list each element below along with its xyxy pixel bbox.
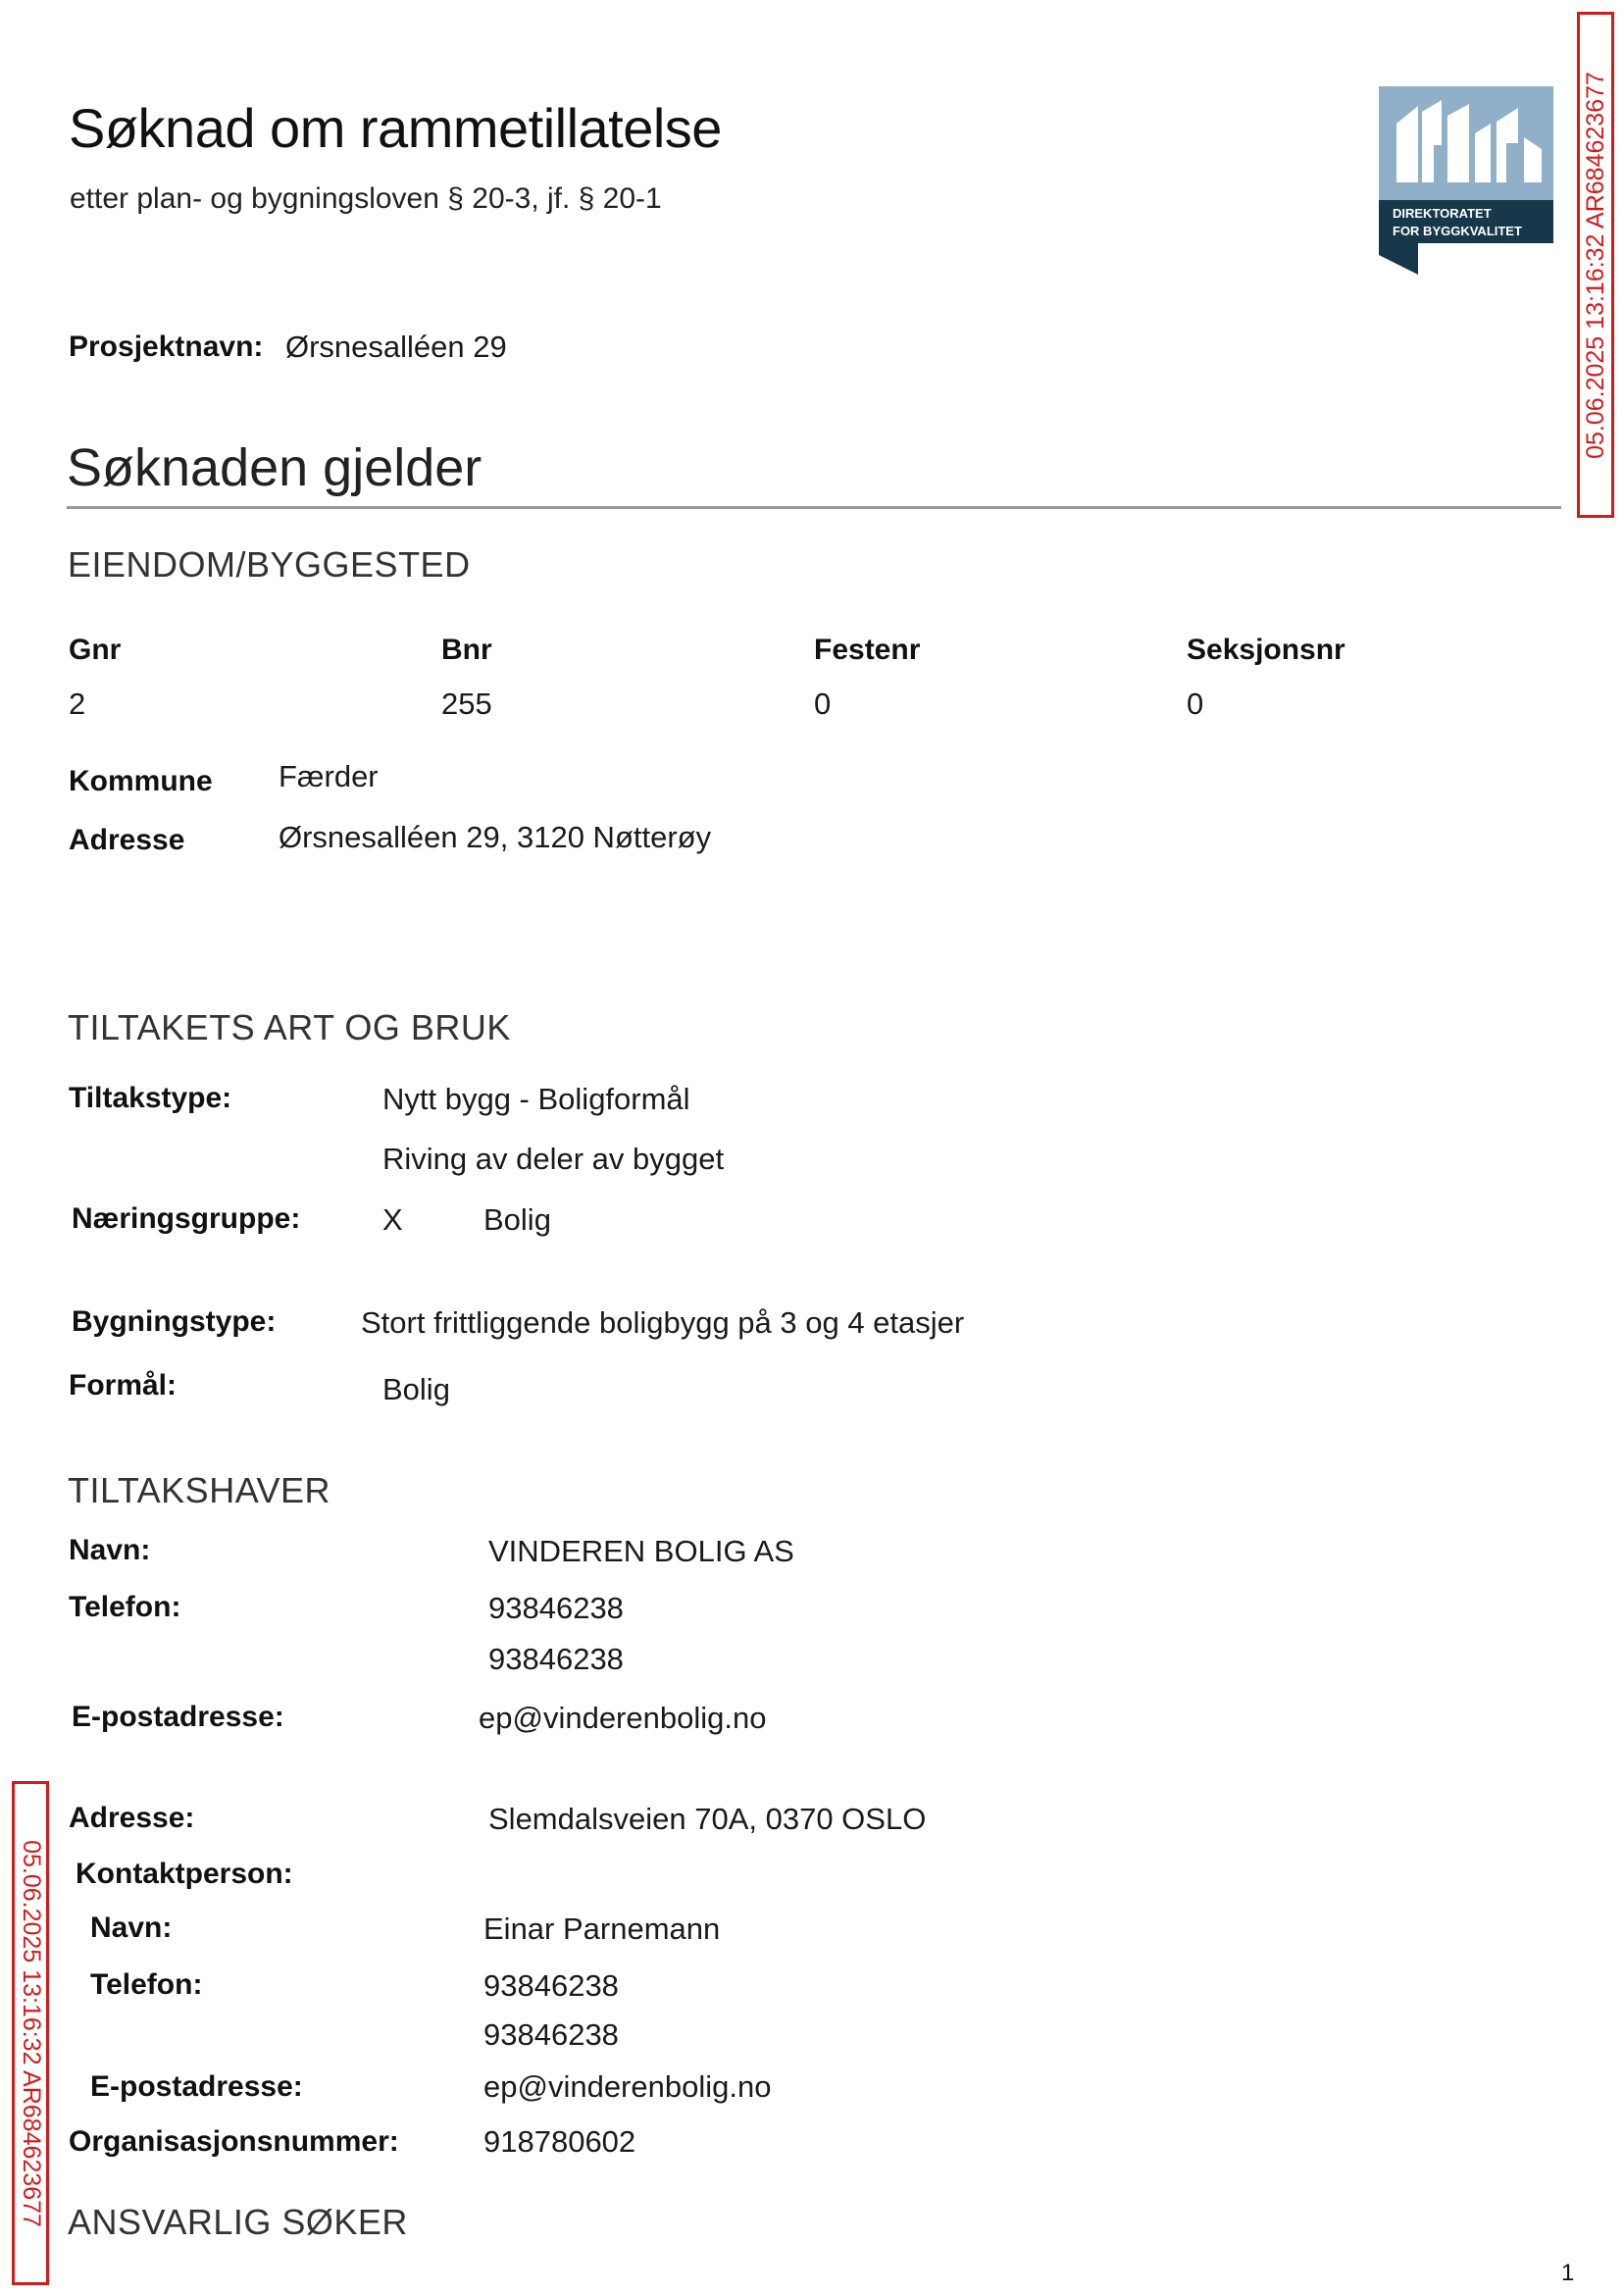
bnr-header: Bnr xyxy=(441,634,492,666)
contact-name-label: Navn: xyxy=(90,1912,173,1944)
bygningstype-label: Bygningstype: xyxy=(72,1305,277,1338)
timestamp-stamp-left xyxy=(12,1781,49,2285)
svg-text:DIREKTORATET: DIREKTORATET xyxy=(1393,206,1492,221)
naeringsgruppe-value: Bolig xyxy=(483,1202,551,1237)
section-title-owner: TILTAKSHAVER xyxy=(68,1470,331,1510)
owner-address-value: Slemdalsveien 70A, 0370 OSLO xyxy=(488,1802,927,1836)
page-number: 1 xyxy=(1561,2260,1575,2286)
orgnr-label: Organisasjonsnummer: xyxy=(69,2125,399,2158)
contact-person-label: Kontaktperson: xyxy=(76,1858,293,1890)
naeringsgruppe-code: X xyxy=(382,1202,403,1237)
contact-name-value: Einar Parnemann xyxy=(483,1912,721,1946)
gnr-value: 2 xyxy=(69,687,86,721)
timestamp-stamp-top xyxy=(1577,12,1614,518)
formal-value: Bolig xyxy=(382,1372,450,1406)
project-name-label: Prosjektnavn: xyxy=(69,331,264,363)
owner-address-label: Adresse: xyxy=(69,1802,195,1834)
section-title-measure: TILTAKETS ART OG BRUK xyxy=(68,1007,511,1047)
adresse-label: Adresse xyxy=(69,824,185,856)
contact-phone-label: Telefon: xyxy=(90,1968,203,2001)
document-subtitle: etter plan- og bygningsloven § 20-3, jf. § 20-1 xyxy=(70,182,662,215)
festenr-value: 0 xyxy=(814,687,832,721)
owner-phone-value-1: 93846238 xyxy=(488,1591,624,1625)
svg-text:FOR BYGGKVALITET: FOR BYGGKVALITET xyxy=(1393,224,1522,238)
adresse-value: Ørsnesalléen 29, 3120 Nøtterøy xyxy=(279,820,712,854)
owner-name-value: VINDEREN BOLIG AS xyxy=(488,1534,794,1568)
section-title-applicant: ANSVARLIG SØKER xyxy=(68,2202,408,2242)
naeringsgruppe-label: Næringsgruppe: xyxy=(72,1202,301,1235)
seksjonsnr-header: Seksjonsnr xyxy=(1187,634,1345,666)
owner-phone-value-2: 93846238 xyxy=(488,1642,624,1676)
tiltakstype-value-2: Riving av deler av bygget xyxy=(382,1142,725,1176)
building-logo-icon xyxy=(1379,86,1553,275)
owner-phone-label: Telefon: xyxy=(69,1591,181,1623)
tiltakstype-label: Tiltakstype: xyxy=(69,1082,232,1114)
dibk-logo xyxy=(1379,86,1553,275)
gnr-header: Gnr xyxy=(69,634,122,666)
contact-email-value: ep@vinderenbolig.no xyxy=(483,2069,772,2104)
owner-email-value: ep@vinderenbolig.no xyxy=(479,1701,767,1735)
contact-email-label: E-postadresse: xyxy=(90,2070,303,2103)
formal-label: Formål: xyxy=(69,1369,178,1402)
bygningstype-value: Stort frittliggende boligbygg på 3 og 4 etasjer xyxy=(361,1305,965,1340)
owner-email-label: E-postadresse: xyxy=(72,1701,284,1733)
orgnr-value: 918780602 xyxy=(483,2124,636,2159)
stamp-text-left: 05.06.2025 13:16:32 AR684623677 xyxy=(17,1839,45,2227)
contact-phone-value-1: 93846238 xyxy=(483,1968,619,2003)
project-name-value: Ørsnesalléen 29 xyxy=(285,330,507,364)
main-heading: Søknaden gjelder xyxy=(67,438,482,497)
kommune-value: Færder xyxy=(279,759,379,793)
bnr-value: 255 xyxy=(441,687,492,721)
owner-name-label: Navn: xyxy=(69,1534,151,1566)
seksjonsnr-value: 0 xyxy=(1187,687,1204,721)
heading-divider xyxy=(67,506,1561,509)
festenr-header: Festenr xyxy=(814,634,921,666)
kommune-label: Kommune xyxy=(69,765,213,797)
stamp-text-top: 05.06.2025 13:16:32 AR684623677 xyxy=(1581,71,1609,459)
contact-phone-value-2: 93846238 xyxy=(483,2017,619,2052)
document-title: Søknad om rammetillatelse xyxy=(69,97,722,159)
section-title-property: EIENDOM/BYGGESTED xyxy=(68,544,471,585)
tiltakstype-value-1: Nytt bygg - Boligformål xyxy=(382,1082,690,1116)
